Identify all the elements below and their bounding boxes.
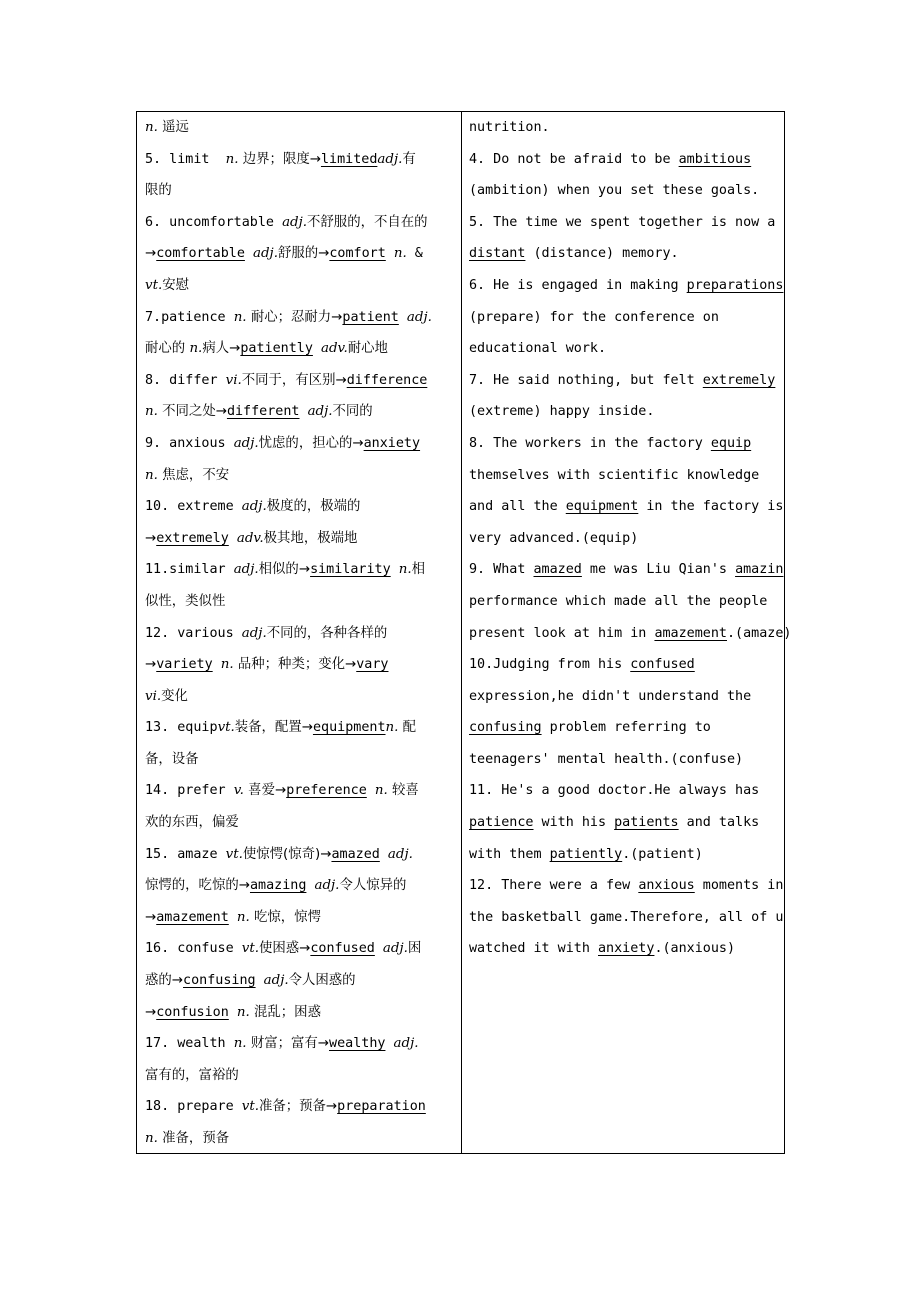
text-segment: 5. The time we spent together is now a (469, 214, 776, 230)
text-segment: .(anxious) (654, 941, 736, 957)
text-line (145, 144, 461, 176)
text-segment (213, 657, 221, 672)
text-line (145, 965, 461, 997)
chinese-text: → (145, 657, 157, 673)
text-line (469, 523, 785, 555)
text-line (469, 554, 785, 586)
text-segment: 8. The workers in the factory (469, 435, 711, 451)
text-segment: 6. uncomfortable (145, 214, 283, 230)
text-segment: with them (469, 846, 550, 862)
part-of-speech: n. (145, 467, 158, 483)
chinese-text: 遥远 (157, 120, 189, 135)
answer-blank: amazement (156, 909, 229, 925)
part-of-speech: vi. (145, 688, 162, 704)
part-of-speech: adj. (387, 846, 413, 862)
text-segment: (ambition) when you set these goals. (469, 183, 760, 199)
text-segment: .(patient) (622, 846, 703, 862)
chinese-text: 准备，预备 (157, 1131, 230, 1146)
chinese-text: 限的 (145, 183, 172, 199)
chinese-text: 富有的，富裕的 (145, 1067, 239, 1083)
text-line (145, 744, 461, 776)
chinese-text: 极其地，极端地 (263, 530, 358, 546)
chinese-text: 配 (398, 720, 417, 736)
text-line (469, 428, 785, 460)
text-line (145, 333, 461, 365)
answer-blank: limited (320, 151, 378, 167)
part-of-speech: n. (236, 909, 250, 925)
part-of-speech: v. (233, 783, 244, 799)
text-line (145, 1123, 461, 1155)
part-of-speech: adj. (406, 309, 432, 325)
part-of-speech: vt. (241, 1099, 259, 1115)
text-line (145, 112, 461, 144)
answer-blank: patients (614, 815, 679, 831)
text-segment (229, 531, 237, 546)
chinese-text: 相 (411, 562, 426, 578)
answer-blank: similarity (310, 562, 391, 578)
answer-blank: variety (156, 657, 213, 673)
chinese-text: 惑的→ (145, 973, 184, 989)
chinese-text: 惊愕的，吃惊的→ (145, 878, 250, 894)
text-segment (229, 910, 237, 925)
chinese-text: 混乱；困惑 (249, 1004, 321, 1020)
text-segment: present look at him in (469, 625, 655, 641)
text-segment (375, 941, 383, 956)
text-line (145, 207, 461, 239)
text-line (145, 396, 461, 428)
text-line (469, 175, 785, 207)
answer-blank: preparation (337, 1099, 426, 1115)
answer-blank: patiently (549, 846, 623, 862)
answer-blank: patient (342, 309, 399, 325)
chinese-text: 装备，配置→ (234, 720, 313, 736)
text-segment (380, 847, 388, 862)
text-segment: 15. amaze (145, 846, 226, 862)
answer-blank: confused (630, 657, 695, 673)
answer-blank: vary (356, 657, 389, 673)
text-line (469, 807, 785, 839)
text-line (469, 649, 785, 681)
part-of-speech: n. (225, 151, 239, 167)
text-line (145, 523, 461, 555)
text-line (145, 491, 461, 523)
chinese-text: 不同的，各种各样的 (266, 625, 388, 641)
text-line (469, 112, 785, 144)
part-of-speech: adj. (241, 499, 267, 515)
answer-blank: extremely (156, 530, 229, 546)
chinese-text: 似性，类似性 (145, 593, 226, 609)
text-segment: expression,he didn't understand the (469, 688, 752, 704)
text-segment: .(amaze) (727, 625, 792, 641)
part-of-speech: n. (145, 1131, 158, 1146)
text-segment (245, 246, 253, 261)
part-of-speech: n. (236, 1004, 250, 1020)
text-segment: 5. limit (145, 151, 226, 167)
chinese-text: → (145, 909, 157, 925)
part-of-speech: adj. (233, 435, 259, 451)
text-segment: 9. anxious (145, 435, 234, 451)
text-segment: 12. There were a few (469, 878, 639, 894)
chinese-text: 舒服的→ (277, 246, 330, 262)
part-of-speech: adj. (393, 1036, 419, 1052)
text-line (469, 491, 785, 523)
text-line (469, 775, 785, 807)
text-line (145, 807, 461, 839)
text-line (469, 902, 785, 934)
text-line (469, 460, 785, 492)
answer-blank: amazed (331, 846, 380, 862)
answer-blank: comfortable (156, 246, 245, 262)
text-segment: the basketball game.Therefore, all of u (469, 909, 784, 925)
text-segment: themselves with scientific knowledge (469, 467, 760, 483)
part-of-speech: adv. (320, 341, 348, 357)
text-segment: 16. confuse (145, 941, 242, 957)
chinese-text: 有 (402, 151, 416, 167)
part-of-speech: n. (220, 657, 234, 673)
text-line (145, 554, 461, 586)
chinese-text: 变化 (161, 688, 188, 704)
text-line (145, 775, 461, 807)
part-of-speech: n. (145, 120, 158, 135)
text-segment (256, 973, 264, 988)
part-of-speech: n. (385, 720, 399, 736)
text-line (145, 175, 461, 207)
part-of-speech: n. (233, 1036, 247, 1052)
text-segment: 4. Do not be afraid to be (469, 151, 679, 167)
text-line (145, 428, 461, 460)
part-of-speech: adv. (236, 530, 264, 546)
part-of-speech: adj. (314, 878, 340, 894)
part-of-speech: n. (393, 246, 407, 262)
text-line (145, 902, 461, 934)
text-segment: 9. What (469, 562, 534, 578)
chinese-text: 令人惊异的 (339, 878, 407, 894)
chinese-text: 使惊愕(惊奇)→ (242, 846, 332, 862)
text-line (145, 586, 461, 618)
text-line (145, 238, 461, 270)
text-segment: nutrition. (469, 120, 550, 135)
chinese-text: → (145, 530, 157, 546)
text-line (145, 270, 461, 302)
part-of-speech: adj. (233, 562, 259, 578)
document-table (136, 111, 792, 1154)
vocabulary-column (145, 112, 461, 1155)
text-line (469, 870, 785, 902)
text-segment (229, 1005, 237, 1020)
text-line (469, 270, 785, 302)
answer-blank: difference (346, 372, 428, 388)
part-of-speech: adj. (241, 625, 267, 641)
text-segment (399, 310, 407, 325)
answer-blank: patience (469, 815, 534, 831)
text-line (145, 839, 461, 871)
answer-blank: amazed (533, 562, 582, 578)
answer-blank: equipment (565, 499, 639, 515)
chinese-text: 不同之处→ (157, 404, 227, 420)
text-segment: 7.patience (145, 309, 234, 325)
text-line (145, 365, 461, 397)
answer-blank: confusion (156, 1004, 229, 1020)
text-segment: watched it with (469, 941, 598, 957)
answer-blank: anxiety (363, 435, 421, 451)
text-segment: (distance) memory. (525, 246, 679, 262)
answer-blank: ambitious (678, 151, 752, 167)
chinese-text: 品种；种类；变化→ (233, 657, 357, 673)
chinese-text: → (145, 246, 157, 262)
part-of-speech: vi. (225, 372, 242, 388)
text-segment: 7. He said nothing, but felt (469, 372, 703, 388)
part-of-speech: n. (189, 341, 203, 357)
text-line (469, 933, 785, 965)
text-line (145, 1091, 461, 1123)
chinese-text: 吃惊，惊愕 (249, 909, 321, 925)
chinese-text: 不同于，有区别→ (241, 372, 347, 388)
part-of-speech: vt. (225, 846, 243, 862)
text-segment: performance which made all the people (469, 593, 768, 609)
part-of-speech: vt. (217, 720, 235, 736)
answer-blank: anxiety (598, 941, 655, 957)
text-line (469, 238, 785, 270)
text-line (469, 712, 785, 744)
sentence-column (469, 112, 792, 965)
text-line (469, 333, 785, 365)
answer-blank: amazement (654, 625, 727, 641)
text-segment: 17. wealth (145, 1036, 234, 1052)
chinese-text: 困 (407, 941, 422, 957)
text-segment: me was Liu Qian's (581, 562, 736, 578)
answer-blank: amazing (249, 878, 307, 894)
part-of-speech: adj. (307, 404, 333, 420)
text-line (469, 586, 785, 618)
chinese-text: 焦虑，不安 (157, 467, 230, 483)
part-of-speech: adj. (282, 214, 308, 230)
answer-blank: wealthy (329, 1036, 386, 1052)
text-segment: (extreme) happy inside. (469, 404, 655, 420)
text-segment: 6. He is engaged in making (469, 277, 687, 293)
part-of-speech: adj. (377, 151, 403, 167)
chinese-text: 耐心；忍耐力→ (246, 309, 343, 325)
text-segment: educational work. (469, 341, 607, 357)
text-line (469, 365, 785, 397)
chinese-text: → (145, 1004, 157, 1020)
text-line (469, 144, 785, 176)
answer-blank: confusing (183, 973, 256, 989)
chinese-text: 安慰 (162, 277, 189, 293)
answer-blank: patiently (240, 341, 313, 357)
text-segment: moments in (694, 878, 784, 894)
answer-blank: preference (286, 783, 367, 799)
text-line (469, 207, 785, 239)
text-line (145, 649, 461, 681)
chinese-text: 病人→ (202, 341, 241, 357)
text-segment: (prepare) for the conference on (469, 309, 719, 325)
answer-blank: preparations (686, 277, 784, 293)
text-segment: 11.similar (145, 562, 234, 578)
text-line (145, 997, 461, 1029)
text-line (145, 302, 461, 334)
answer-blank: confusing (469, 720, 542, 736)
chinese-text: 不同的 (332, 404, 373, 420)
chinese-text: 极度的，极端的 (266, 499, 361, 515)
text-segment: & (406, 246, 423, 262)
text-segment: in the factory is (638, 499, 784, 515)
part-of-speech: vt. (145, 277, 163, 293)
chinese-text: 相似的→ (258, 562, 311, 578)
text-segment: 12. various (145, 625, 242, 641)
text-segment: 10.Judging from his (469, 657, 631, 673)
text-line (145, 681, 461, 713)
text-line (145, 1028, 461, 1060)
chinese-text: 备，设备 (145, 751, 199, 767)
text-segment (367, 783, 375, 798)
text-segment: 10. extreme (145, 499, 242, 515)
chinese-text: 令人困惑的 (288, 973, 356, 989)
chinese-text: 使困惑→ (258, 941, 311, 957)
chinese-text: 不舒服的，不自在的 (307, 214, 428, 230)
text-segment: with his (533, 815, 615, 831)
chinese-text: 欢的东西，偏爱 (145, 815, 239, 831)
text-line (469, 302, 785, 334)
chinese-text: 财富；富有→ (246, 1036, 330, 1052)
chinese-text: 准备；预备→ (258, 1099, 338, 1115)
chinese-text: 较喜 (387, 783, 419, 799)
part-of-speech: n. (374, 783, 388, 799)
text-line (145, 870, 461, 902)
text-line (469, 618, 792, 650)
text-segment (300, 404, 308, 419)
text-segment: and talks (678, 815, 760, 831)
chinese-text: 耐心地 (347, 341, 388, 357)
answer-blank: extremely (702, 372, 776, 388)
part-of-speech: adj. (252, 246, 278, 262)
answer-blank: different (226, 404, 300, 420)
text-segment: 13. equip (145, 720, 218, 736)
text-line (145, 712, 461, 744)
text-line (145, 933, 461, 965)
text-segment (313, 341, 321, 356)
text-segment: 14. prefer (145, 783, 234, 799)
text-segment: and all the (469, 499, 566, 515)
text-segment (391, 562, 399, 577)
text-segment: very advanced.(equip) (469, 530, 639, 546)
text-segment: 11. He's a good doctor.He always has (469, 783, 760, 799)
text-segment: 8. differ (145, 372, 226, 388)
text-line (469, 744, 785, 776)
answer-blank: distant (469, 246, 526, 262)
text-line (145, 1060, 461, 1092)
text-segment: teenagers' mental health.(confuse) (469, 751, 744, 767)
chinese-text: 耐心的 (145, 341, 190, 357)
answer-blank: comfort (329, 246, 386, 262)
column-divider (461, 112, 462, 1153)
answer-blank: confused (310, 941, 375, 957)
part-of-speech: vt. (241, 941, 259, 957)
text-segment (385, 1036, 393, 1051)
text-line (469, 681, 785, 713)
answer-blank: amazin (735, 562, 784, 578)
part-of-speech: adj. (382, 941, 408, 957)
part-of-speech: n. (145, 404, 158, 420)
answer-blank: equipment (312, 720, 386, 736)
part-of-speech: adj. (263, 973, 289, 989)
text-line (469, 396, 785, 428)
part-of-speech: n. (398, 562, 412, 578)
answer-blank: equip (710, 435, 752, 451)
chinese-text: 忧虑的，担心的→ (258, 435, 364, 451)
chinese-text: 喜爱→ (243, 783, 287, 799)
answer-blank: anxious (638, 878, 695, 894)
part-of-speech: n. (233, 309, 247, 325)
text-segment: 18. prepare (145, 1099, 242, 1115)
text-line (469, 839, 785, 871)
chinese-text: 边界；限度→ (238, 151, 321, 167)
text-segment: problem referring to (541, 720, 711, 736)
text-line (145, 460, 461, 492)
text-line (145, 618, 461, 650)
text-segment (386, 246, 394, 261)
